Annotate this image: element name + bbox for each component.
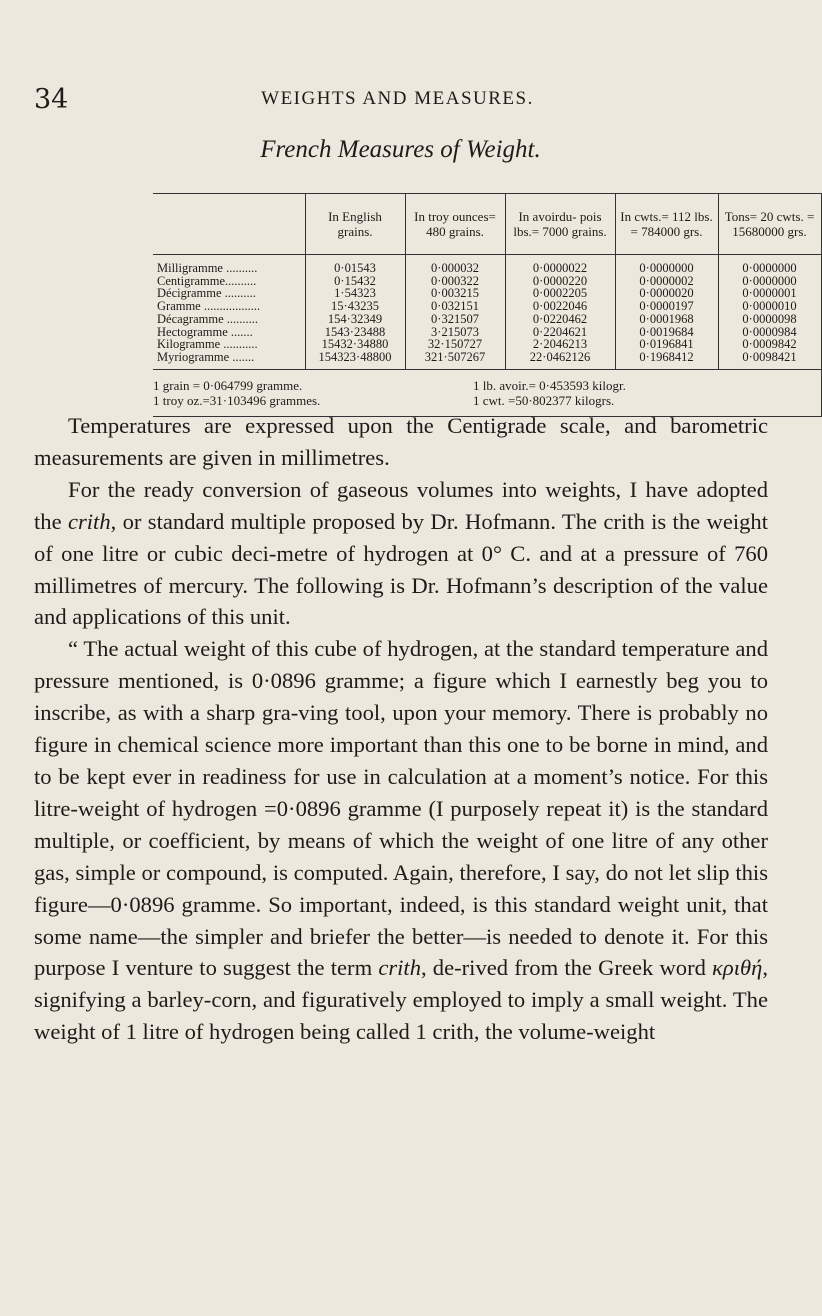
- table-cell: 0·0000010: [718, 300, 821, 313]
- table-cell: 0·003215: [405, 287, 505, 300]
- table-body: [153, 255, 821, 370]
- table-cell: 0·0002205: [505, 287, 615, 300]
- column-header-tons: Tons= 20 cwts. = 15680000 grs.: [718, 194, 821, 255]
- column-header-troy-ounces: In troy ounces= 480 grains.: [405, 194, 505, 255]
- table-cell: 15432·34880: [305, 338, 405, 351]
- greek-word: κριθή: [712, 955, 763, 981]
- table-cell: 0·0220462: [505, 313, 615, 326]
- table-cell: 0·0000002: [615, 275, 718, 288]
- table-cell: 22·0462126: [505, 351, 615, 369]
- table-title: French Measures of Weight.: [260, 136, 541, 163]
- column-header-grains: In English grains.: [305, 194, 405, 255]
- table-cell: 0·0000000: [615, 255, 718, 275]
- text-run: “ The actual weight of this cube of hydrogen, at the standard temperature and pressure mentioned, is 0·0896 gramme; a figure which I earnestly beg you to inscribe, as with a sharp gra-ving tool, upon your memory. There is probably no figure in chemical science more important than this one to be borne in mind, and to be kept ever in readiness for use in calculation at a moment’s notice. For this litre-weight of hydrogen =0·0896 gramme (I purposely repeat it) is the standard multiple, or coefficient, by means of which the weight of one litre of any other gas, simple or compound, is computed. Again, therefore, I say, do not let slip this figure—0·0896 gramme. So important, indeed, is this standard weight unit, that some name—the simpler and briefer the better—is needed to denote it. For this purpose I venture to suggest the term: [34, 636, 768, 981]
- table-cell: 0·0196841: [615, 338, 718, 351]
- table-row: [153, 313, 821, 326]
- unit-name: Hectogramme .......: [153, 326, 305, 339]
- table-cell: 2·2046213: [505, 338, 615, 351]
- table-row: [153, 351, 821, 369]
- text-run: , or standard multiple proposed by Dr. Hofmann. The crith is the weight of one litre or cubic deci-metre of hydrogen at 0° C. and at a pressure of 760 millimetres of mercury. The following is Dr. Hofmann’s description of the value and applications of this unit.: [34, 508, 768, 630]
- running-title: WEIGHTS AND MEASURES.: [261, 88, 534, 109]
- table-header-row: [153, 194, 821, 255]
- table-cell: 0·0000000: [718, 255, 821, 275]
- unit-name: Gramme ..................: [153, 300, 305, 313]
- table-cell: 154·32349: [305, 313, 405, 326]
- table-cell: 0·0000220: [505, 275, 615, 288]
- footnote-lb: 1 lb. avoir.= 0·453593 kilogr.: [473, 377, 626, 393]
- table-cell: 0·0098421: [718, 351, 821, 369]
- table-cell: 3·215073: [405, 326, 505, 339]
- term-crith: crith: [378, 955, 421, 981]
- paragraph-hofmann-quote: [34, 633, 768, 1048]
- unit-name: Décagramme ..........: [153, 313, 305, 326]
- unit-name: Milligramme ..........: [153, 255, 305, 275]
- table-cell: 0·0000001: [718, 287, 821, 300]
- column-header-unit: [153, 194, 305, 255]
- table-cell: 0·0022046: [505, 300, 615, 313]
- table-cell: 0·0000197: [615, 300, 718, 313]
- table-row: [153, 300, 821, 313]
- page-number: 34: [34, 84, 69, 115]
- weights-table: [153, 193, 822, 417]
- column-header-cwts: In cwts.= 112 lbs. = 784000 grs.: [615, 194, 718, 255]
- paragraph-crith-intro: [34, 474, 768, 634]
- table-cell: 321·507267: [405, 351, 505, 369]
- unit-name: Décigramme ..........: [153, 287, 305, 300]
- table-cell: 1543·23488: [305, 326, 405, 339]
- table-row: [153, 255, 821, 275]
- table-cell: 0·000032: [405, 255, 505, 275]
- table-cell: 154323·48800: [305, 351, 405, 369]
- table-cell: 0·0000098: [718, 313, 821, 326]
- unit-name: Myriogramme .......: [153, 351, 305, 369]
- paragraph-temperatures: Temperatures are expressed upon the Centigrade scale, and barometric measurements are given in millimetres.: [34, 413, 768, 470]
- text-run: , de-rived from the Greek word: [421, 955, 713, 981]
- footnote-troy-oz: 1 troy oz.=31·103496 grammes.: [153, 392, 321, 408]
- table-cell: 0·01543: [305, 255, 405, 275]
- table-cell: 32·150727: [405, 338, 505, 351]
- body-text: [34, 410, 768, 1048]
- table-cell: 0·0019684: [615, 326, 718, 339]
- table-cell: 15·43235: [305, 300, 405, 313]
- unit-name: Kilogramme ...........: [153, 338, 305, 351]
- table-cell: 1·54323: [305, 287, 405, 300]
- text-run: For the ready conversion of gaseous volumes into weights, I have adopted the: [34, 476, 768, 534]
- table-cell: 0·0000022: [505, 255, 615, 275]
- table-cell: 0·0009842: [718, 338, 821, 351]
- table-cell: 0·000322: [405, 275, 505, 288]
- table-cell: 0·0000020: [615, 287, 718, 300]
- text-run: , signifying a barley-corn, and figuratively employed to imply a small weight. The weight of 1 litre of hydrogen being called 1 crith, the volume-weight: [34, 955, 768, 1045]
- table-cell: 0·032151: [405, 300, 505, 313]
- term-crith: crith: [67, 508, 111, 534]
- table-cell: 0·321507: [405, 313, 505, 326]
- table-cell: 0·2204621: [505, 326, 615, 339]
- table-cell: 0·1968412: [615, 351, 718, 369]
- running-head: [34, 84, 761, 118]
- column-header-avoirdupois-lbs: In avoirdu- pois lbs.= 7000 grains.: [505, 194, 615, 255]
- table-cell: 0·0001968: [615, 313, 718, 326]
- table-cell: 0·15432: [305, 275, 405, 288]
- footnote-grain: 1 grain = 0·064799 gramme.: [153, 377, 303, 393]
- footnote-cwt: 1 cwt. =50·802377 kilogrs.: [473, 392, 615, 408]
- table-cell: 0·0000000: [718, 275, 821, 288]
- unit-name: Centigramme..........: [153, 275, 305, 288]
- table-cell: 0·0000984: [718, 326, 821, 339]
